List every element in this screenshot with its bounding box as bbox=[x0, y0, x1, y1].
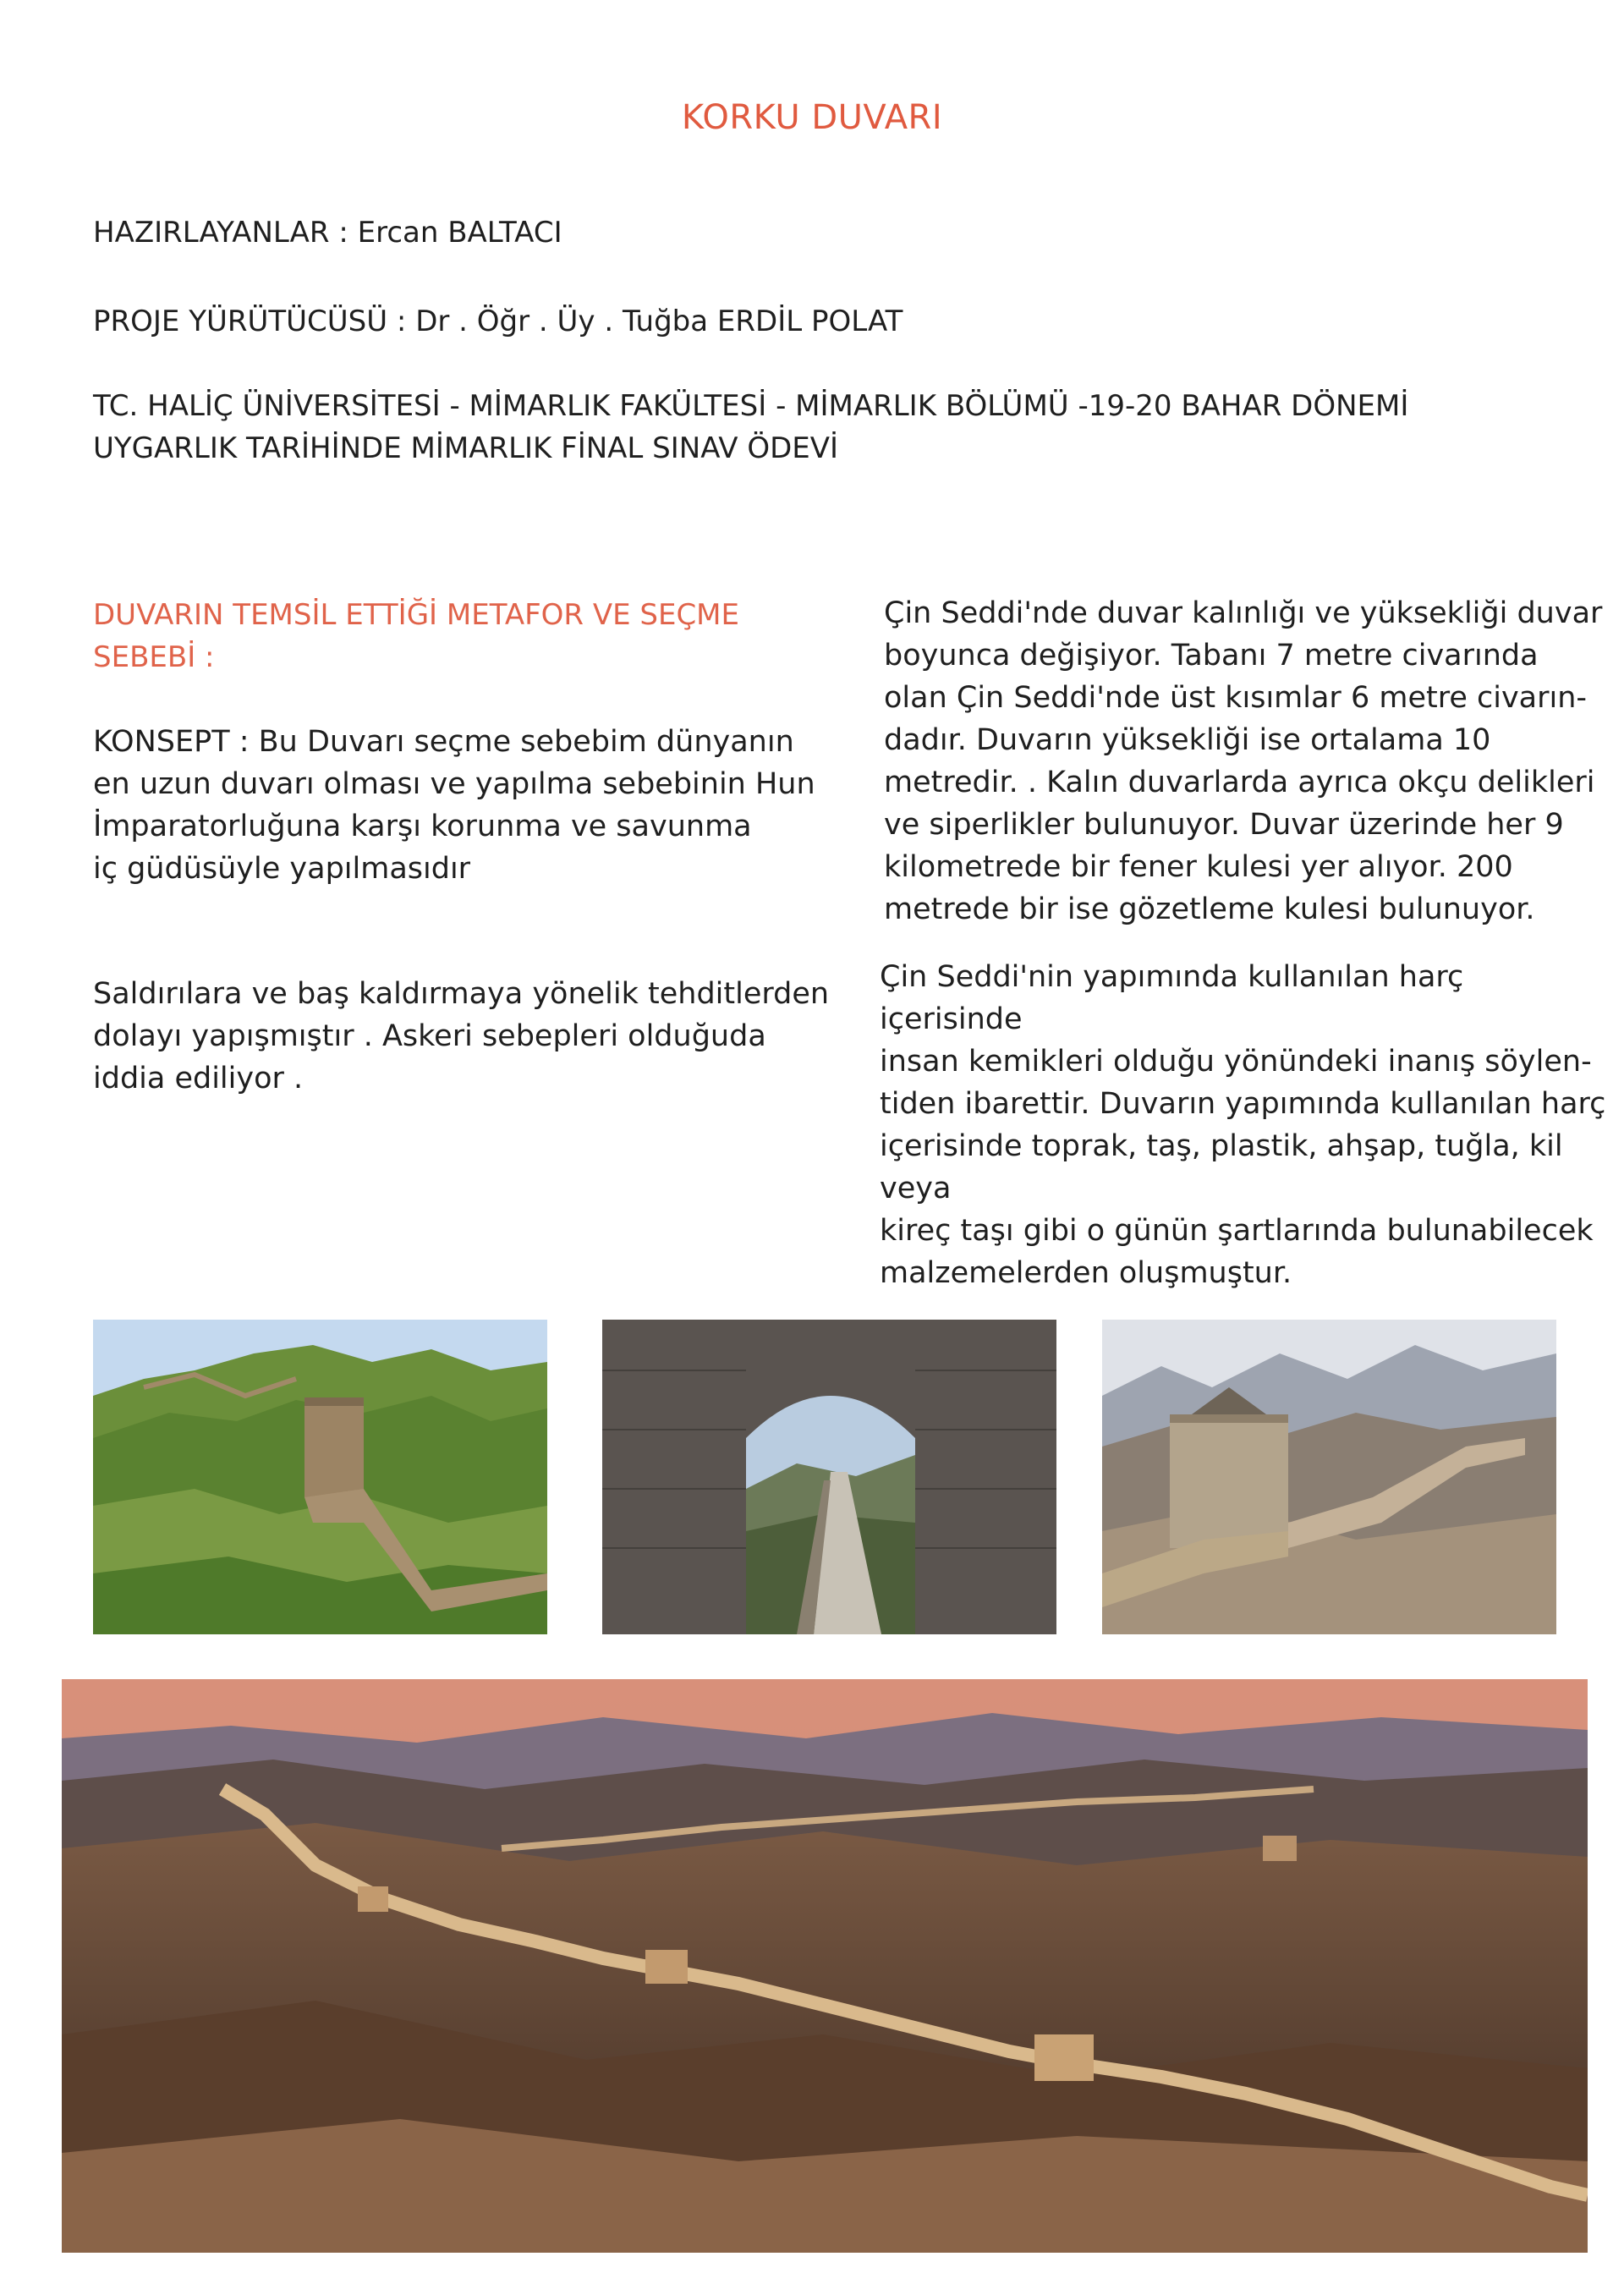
institution-line-1: TC. HALİÇ ÜNİVERSİTESİ - MİMARLIK FAKÜLTESİ - MİMARLIK BÖLÜMÜ -19-20 BAHAR DÖNEMİ bbox=[93, 389, 1409, 423]
prepared-by: HAZIRLAYANLAR : Ercan BALTACI bbox=[93, 216, 562, 250]
page-title: KORKU DUVARI bbox=[681, 98, 943, 137]
institution-line-2: UYGARLIK TARİHİNDE MİMARLIK FİNAL SINAV ÖDEVİ bbox=[93, 431, 839, 465]
project-supervisor: PROJE YÜRÜTÜCÜSÜ : Dr . Öğr . Üy . Tuğba ERDİL POLAT bbox=[93, 305, 903, 338]
photo-green-hills-wall bbox=[93, 1320, 547, 1634]
wall-dimensions-paragraph: Çin Seddi'nde duvar kalınlığı ve yüksekliği duvar boyunca değişiyor. Tabanı 7 metre civarında olan Çin Seddi'nde üst kısımlar 6 metre civarın- dadır. Duvarın yüksekliği ise ortalama 10 metredir. . Kalın duvarlarda ayrıca okçu delikleri ve siperlikler bulunuyor. Duvar üzerinde her 9 kilometrede bir fener kulesi yer alıyor. 200 metrede bir ise gözetleme kulesi bulunuyor. bbox=[884, 596, 1603, 926]
section-heading: DUVARIN TEMSİL ETTİĞİ METAFOR VE SEÇME SEBEBİ : bbox=[93, 598, 740, 674]
reason-paragraph: Saldırılara ve baş kaldırmaya yönelik tehditlerden dolayı yapışmıştır . Askeri sebepleri olduğuda iddia ediliyor . bbox=[93, 977, 830, 1095]
photo-wall-through-arch bbox=[602, 1320, 1056, 1634]
concept-paragraph: KONSEPT : Bu Duvarı seçme sebebim dünyanın en uzun duvarı olması ve yapılma sebebinin Hun İmparatorluğuna karşı korunma ve savunma iç güdüsüyle yapılmasıdır bbox=[93, 725, 815, 886]
photo-great-wall-panorama bbox=[62, 1679, 1588, 2253]
photo-watchtower-mountains bbox=[1102, 1320, 1556, 1634]
mortar-paragraph: Çin Seddi'nin yapımında kullanılan harç içerisinde insan kemikleri olduğu yönündeki inanış söylen- tiden ibarettir. Duvarın yapımında kullanılan harç içerisinde toprak, taş, plastik, ahşap, tuğla, kil veya kireç taşı gibi o günün şartlarında bulunabilecek malzemelerden oluşmuştur. bbox=[880, 960, 1606, 1290]
